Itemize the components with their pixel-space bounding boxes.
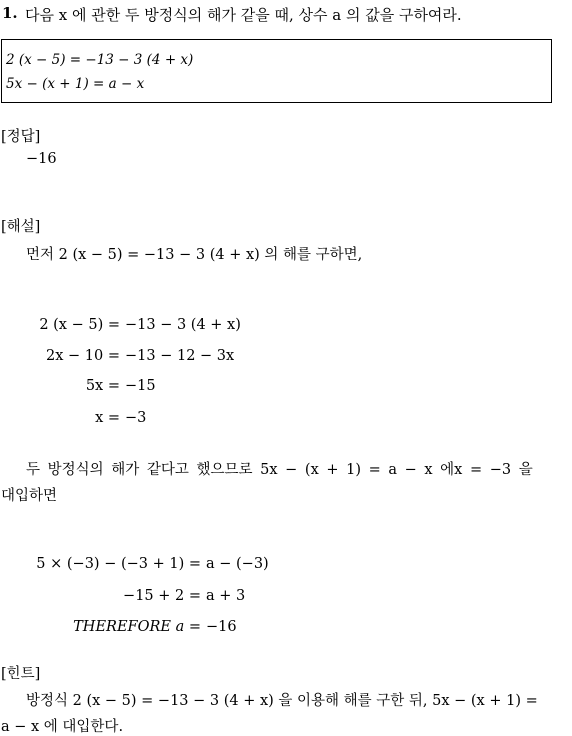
problem-question: 다음 x 에 관한 두 방정식의 해가 같을 때, 상수 a 의 값을 구하여라. — [25, 6, 462, 24]
equation-box — [1, 39, 552, 103]
step7-lhs: THEREFORE a = — [73, 619, 201, 635]
step6-lhs: −15 + 2 = — [123, 588, 201, 604]
step6-rhs: a + 3 — [206, 588, 246, 604]
step4-rhs: −3 — [125, 410, 147, 426]
hint-line2: a − x 에 대입한다. — [1, 719, 124, 735]
hint-label: [힌트] — [1, 666, 41, 682]
answer-label: [정답] — [1, 129, 41, 145]
step5-rhs: a − (−3) — [206, 556, 269, 572]
answer-value: −16 — [26, 151, 57, 167]
step5-lhs: 5 × (−3) − (−3 + 1) = — [36, 556, 201, 572]
step1-lhs: 2 (x − 5) = — [39, 317, 120, 333]
step2-lhs: 2x − 10 = — [46, 348, 120, 364]
step3-lhs: 5x = — [85, 378, 120, 394]
solution-intro: 먼저 2 (x − 5) = −13 − 3 (4 + x) 의 해를 구하면, — [26, 247, 363, 263]
hint-line1: 방정식 2 (x − 5) = −13 − 3 (4 + x) 을 이용해 해를 구한 뒤, 5x − (x + 1) = — [26, 693, 538, 709]
solution-middle-line1: 두 방정식의 해가 같다고 했으므로 5x − (x + 1) = a − x 에x = −3 을 — [26, 462, 533, 478]
step4-lhs: x = — [95, 410, 120, 426]
problem-number: 1. — [2, 4, 18, 22]
solution-middle-line2: 대입하면 — [1, 488, 58, 504]
solution-label: [해설] — [1, 219, 41, 235]
step1-rhs: −13 − 3 (4 + x) — [125, 317, 241, 333]
equation-2: 5x − (x + 1) = a − x — [6, 76, 145, 92]
step7-rhs: −16 — [206, 619, 237, 635]
step2-rhs: −13 − 12 − 3x — [125, 348, 235, 364]
equation-1: 2 (x − 5) = −13 − 3 (4 + x) — [6, 52, 194, 68]
step3-rhs: −15 — [125, 378, 156, 394]
